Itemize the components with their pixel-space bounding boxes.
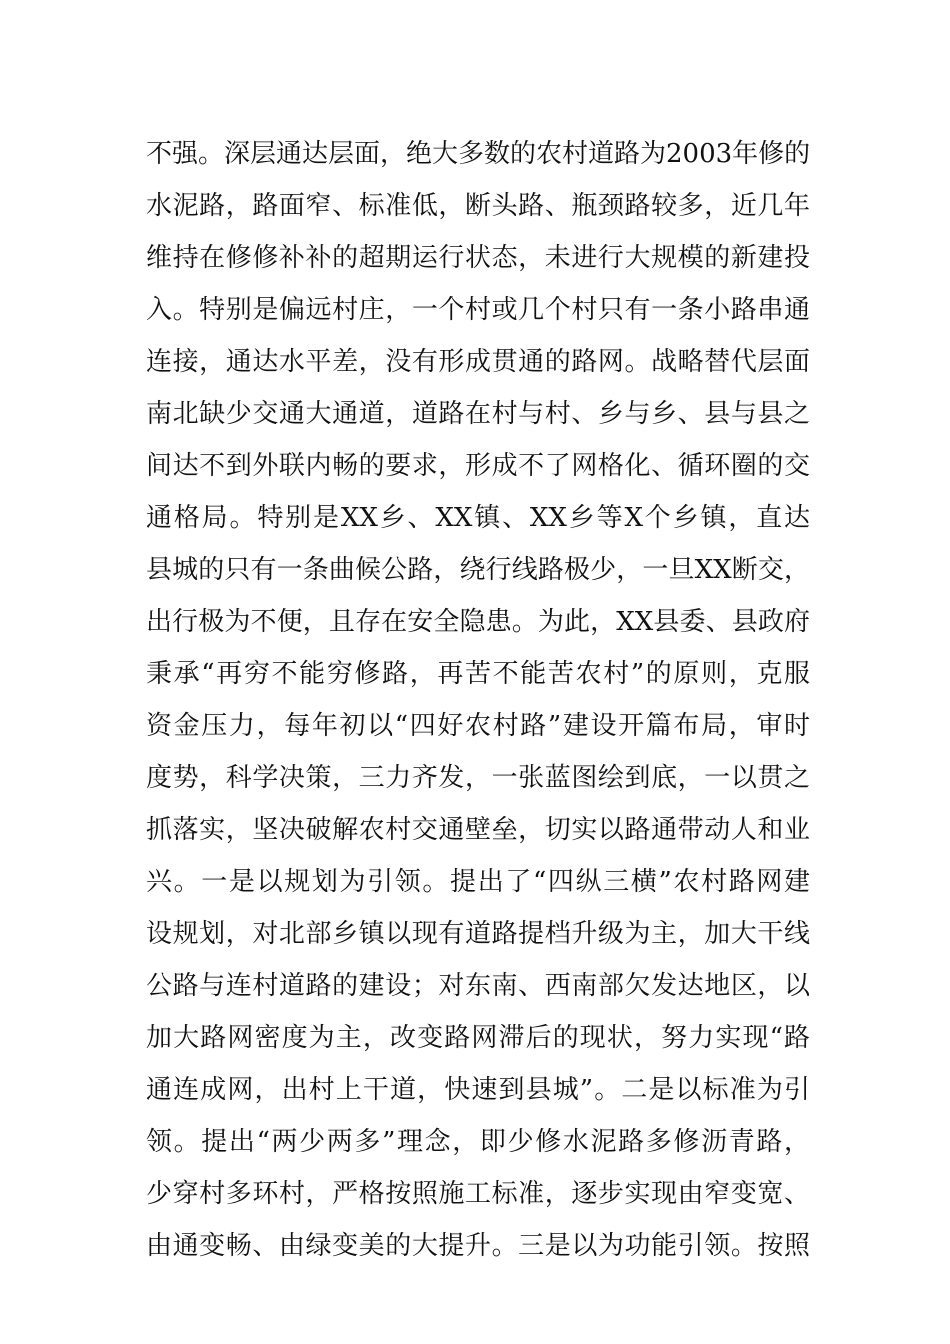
text-line: 通连成网，出村上干道，快速到县城”。二是以标准为引 [146, 1075, 810, 1105]
text-line: 南北缺少交通大通道，道路在村与村、乡与乡、县与县之 [146, 399, 810, 429]
text-line: 秉承“再穷不能穷修路，再苦不能苦农村”的原则，克服 [146, 659, 810, 689]
text-line: 资金压力，每年初以“四好农村路”建设开篇布局，审时 [146, 711, 810, 741]
text-line: 少穿村多环村，严格按照施工标准，逐步实现由窄变宽、 [146, 1179, 810, 1209]
text-line: 通格局。特别是XX乡、XX镇、XX乡等X个乡镇，直达 [146, 503, 810, 533]
text-line: 出行极为不便，且存在安全隐患。为此，XX县委、县政府 [146, 607, 810, 637]
text-line: 县城的只有一条曲候公路，绕行线路极少，一旦XX断交， [146, 555, 810, 585]
text-line: 间达不到外联内畅的要求，形成不了网格化、循环圈的交 [146, 451, 810, 481]
text-line: 设规划，对北部乡镇以现有道路提档升级为主，加大干线 [146, 919, 810, 949]
text-line: 加大路网密度为主，改变路网滞后的现状，努力实现“路 [146, 1023, 810, 1053]
text-line: 兴。一是以规划为引领。提出了“四纵三横”农村路网建 [146, 867, 810, 897]
text-line: 不强。深层通达层面，绝大多数的农村道路为2003年修的 [146, 139, 810, 169]
text-line: 抓落实，坚决破解农村交通壁垒，切实以路通带动人和业 [146, 815, 810, 845]
text-line: 维持在修修补补的超期运行状态，未进行大规模的新建投 [146, 243, 810, 273]
text-line: 水泥路，路面窄、标准低，断头路、瓶颈路较多，近几年 [146, 191, 810, 221]
text-line: 公路与连村道路的建设；对东南、西南部欠发达地区，以 [146, 971, 810, 1001]
text-line: 连接，通达水平差，没有形成贯通的路网。战略替代层面 [146, 347, 810, 377]
text-line: 入。特别是偏远村庄，一个村或几个村只有一条小路串通 [146, 295, 810, 325]
body-text [146, 128, 810, 1272]
text-line: 度势，科学决策，三力齐发，一张蓝图绘到底，一以贯之 [146, 763, 810, 793]
text-line: 领。提出“两少两多”理念，即少修水泥路多修沥青路， [146, 1127, 810, 1157]
text-line: 由通变畅、由绿变美的大提升。三是以为功能引领。按照 [146, 1231, 810, 1261]
